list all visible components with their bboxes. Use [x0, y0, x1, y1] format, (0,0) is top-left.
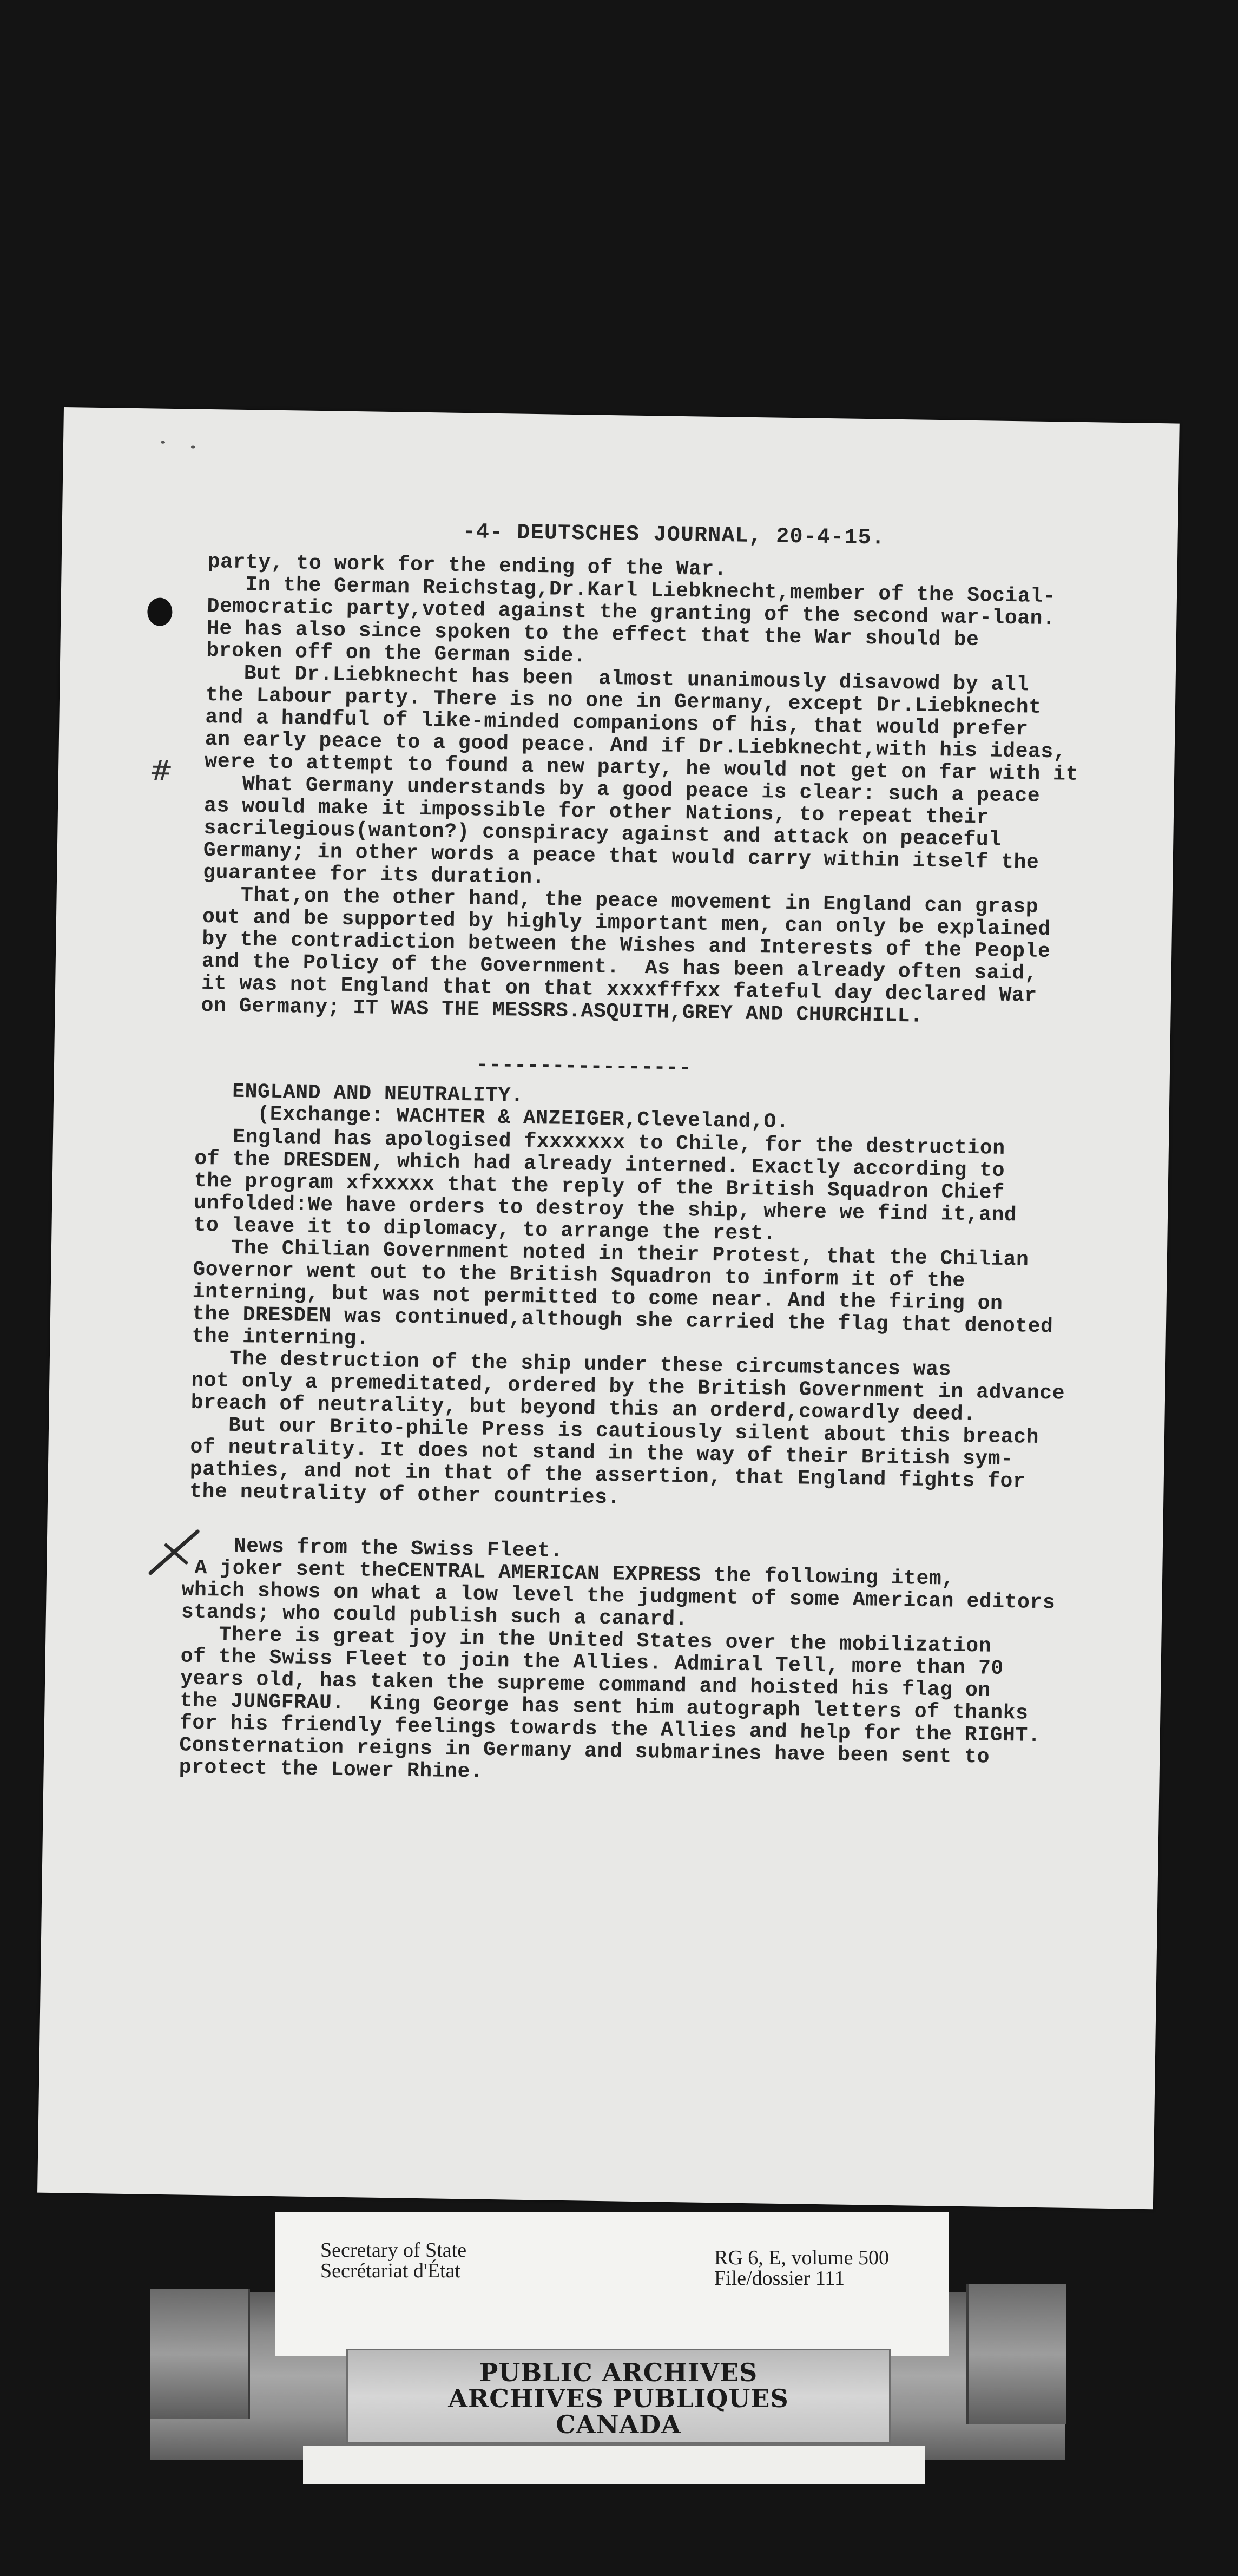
band-left-fold	[150, 2289, 250, 2419]
paper-speck	[191, 445, 195, 448]
bottom-paper-strip	[303, 2446, 925, 2484]
band-right-fold	[966, 2284, 1066, 2424]
label-right-line2: File/dossier 111	[714, 2267, 845, 2290]
section-divider: -----------------	[476, 1053, 692, 1080]
archive-label-card	[275, 2212, 949, 2356]
label-left-line2: Secrétariat d'État	[320, 2259, 460, 2282]
section-neutrality-heading: ENGLAND AND NEUTRALITY. (Exchange: WACHTER & ANZEIGER,Cleveland,O.	[232, 1080, 789, 1134]
section-swiss-heading: News from the Swiss Fleet.	[233, 1534, 563, 1563]
section-swiss-text: A joker sent theCENTRAL AMERICAN EXPRESS the following item, which shows on what a low level the judgment of some American editors stands; who could publish such a canard. There is great joy in the United States over the mobilization of the Swiss Fleet to join the Allies. Admiral Tell, more than 70 years old, has taken the supreme command and hoisted his flag on the JUNGFRAU. King George has sent him autograph letters of thanks for his friendly feelings towards the Allies and help for the RIGHT. Consternation reigns in Germany and submarines have been sent to protect the Lower Rhine.	[179, 1556, 1056, 1784]
document-page	[37, 407, 1180, 2209]
stamp-line-2: ARCHIVES PUBLIQUES	[448, 2384, 789, 2413]
page-header: -4- DEUTSCHES JOURNAL, 20-4-15.	[462, 520, 886, 551]
archives-stamp	[346, 2349, 891, 2444]
section-peace-text: party, to work for the ending of the War. In the German Reichstag,Dr.Karl Liebknecht,member of the Social- Democratic party,voted against the granting of the second war-loan. He has also since spoken to the effect that the War should be broken off on the German side. But Dr.Liebknecht has been almost unanimously disavowd by all the Labour party. There is no one in Germany, except Dr.Liebknecht and a handful of like-minded companions of his, that would prefer an early peace to a good peace. And if Dr.Liebknecht,with his ideas, were to attempt to found a new party, he would not get on far with it What Germany understands by a good peace is clear: such a peace as would make it impossible for other Nations, to repeat their sacrilegious(wanton?) conspiracy against and attack on peaceful Germany; in other words a peace that would carry within itself the guarantee for its duration. That,on the other hand, the peace movement in England can grasp out and be supported by highly important men, can only be explained by the contradiction between the Wishes and Interests of the People and the Policy of the Government. As has been already often said, it was not England that on that xxxxfffxx fateful day declared War on Germany; IT WAS THE MESSRS.ASQUITH,GREY AND CHURCHILL.	[201, 550, 1079, 1028]
paper-speck	[161, 441, 165, 444]
stamp-line-3: CANADA	[556, 2410, 681, 2439]
stamp-line-1: PUBLIC ARCHIVES	[479, 2358, 758, 2387]
margin-hash-mark: #	[149, 754, 174, 788]
label-right-line1: RG 6, E, volume 500	[714, 2246, 889, 2269]
label-left-line1: Secretary of State	[320, 2239, 467, 2262]
section-neutrality-text: England has apologised fxxxxxxx to Chile, for the destruction of the DRESDEN, which had already interned. Exactly according to the program xfxxxxx that the reply of the British Squadron Chief unfolded:We have orders to destroy the ship, where we find it,and to leave it to diplomacy, to arrange the rest. The Chilian Government noted in their Protest, that the Chilian Governor went out to the British Squadron to inform it of the interning, but was not permitted to come near. And the firing on the DRESDEN was continued,although she carried the flag that denoted the interning. The destruction of the ship under these circumstances was not only a premeditated, ordered by the British Government in advance breach of neutrality, but beyond this an orderd,cowardly deed. But our Brito-phile Press is cautiously silent about this breach of neutrality. It does not stand in the way of their British sym- pathies, and not in that of the assertion, that England fights for the neutrality of other countries.	[189, 1125, 1065, 1510]
punch-hole	[147, 597, 173, 626]
